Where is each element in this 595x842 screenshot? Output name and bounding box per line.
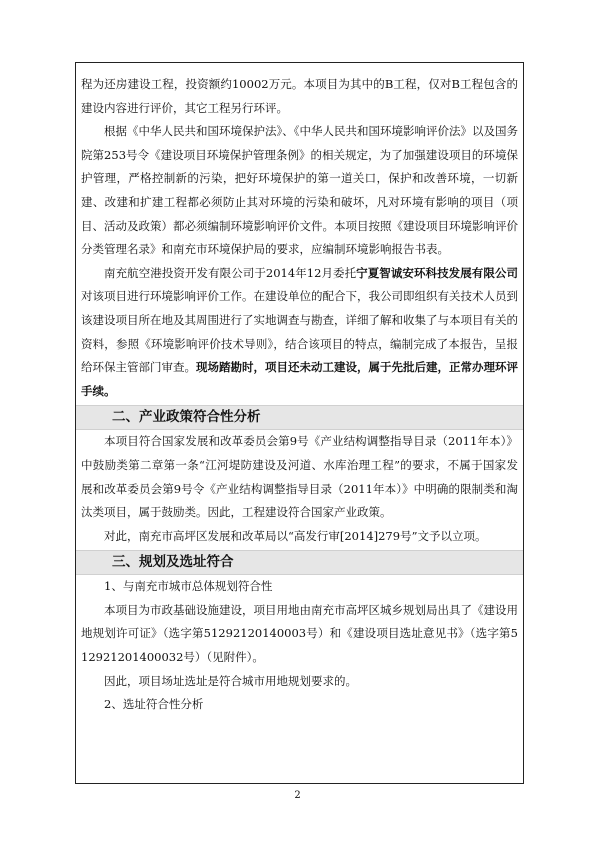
paragraph-legal-basis: 根据《中华人民共和国环境保护法》、《中华人民共和国环境影响评价法》以及国务院第253号令《建设项目环境保护管理条例》的相关规定，为了加强建设项目的环境保护管理，严格控制新的污染，把好环境保护的第一道关口，保护和改善环境，一切新建、改建和扩建工程都必须防止其对环境的污染和破坏，凡对环境有影响的项目（项目、活动及政策）都必须编制环境影响评价文件。本项目按照《建设项目环境影响评价分类管理名录》和南充市环境保护局的要求，应编制环境影响报告书表。 [81,124,518,257]
consultant-name: 宁夏智诚安环科技发展有限公司 [356,265,518,280]
paragraph-policy: 本项目符合国家发展和改革委员会第9号《产业结构调整指导目录（2011年本）》中鼓励类第二章第一条“江河堤防建设及河道、水库治理工程”的要求，不属于国家发展和改革委员会第9号令《产业结构调整指导目录（2011年本）》中明确的限制类和淘汰类项目，属于鼓励类。因此，工程建设符合国家产业政策。 [81,434,518,520]
commission-text-a: 南充航空港投资开发有限公司于2014年12月委托 [104,265,357,280]
site-status-note: 现场踏勘时，项目还未动工建设，属于先批后建，正常办理环评手续。 [81,360,518,398]
paragraph-conclusion: 因此，项目场址选址是符合城市用地规划要求的。 [104,673,357,688]
document-content [81,73,518,717]
document-frame [75,62,524,784]
section-heading-planning: 三、规划及选址符合 [76,550,523,575]
commission-text-c: 对该项目进行环境影响评价工作。在建设单位的配合下，我公司即组织有关技术人员到该建设项目所在地及其周围进行了实地调查与勘查，详细了解和收集了与本项目有关的资料，参照《环境影响评价技术导则》，结合该项目的特点，编制完成了本报告，呈报给环保主管部门审查。 [81,289,518,375]
section-heading-industrial-policy: 二、产业政策符合性分析 [76,405,523,430]
paragraph-intro: 程为还房建设工程，投资额约10002万元。本项目为其中的B工程，仅对B工程包含的建设内容进行评价，其它工程另行环评。 [81,77,518,115]
paragraph-approval: 对此，南充市高坪区发展和改革局以“高发行审[2014]279号”文予以立项。 [104,528,487,543]
paragraph-land-use: 本项目为市政基础设施建设，项目用地由南充市高坪区城乡规划局出具了《建设用地规划许可证》（选字第51292120140003号）和《建设项目选址意见书》（选字第512921201400032号）（见附件）。 [81,602,518,665]
subheading-site-selection: 2、选址符合性分析 [104,697,204,712]
page-number: 2 [294,790,301,801]
subheading-city-plan: 1、与南充市城市总体规划符合性 [104,579,273,594]
paragraph-commission [81,262,518,404]
